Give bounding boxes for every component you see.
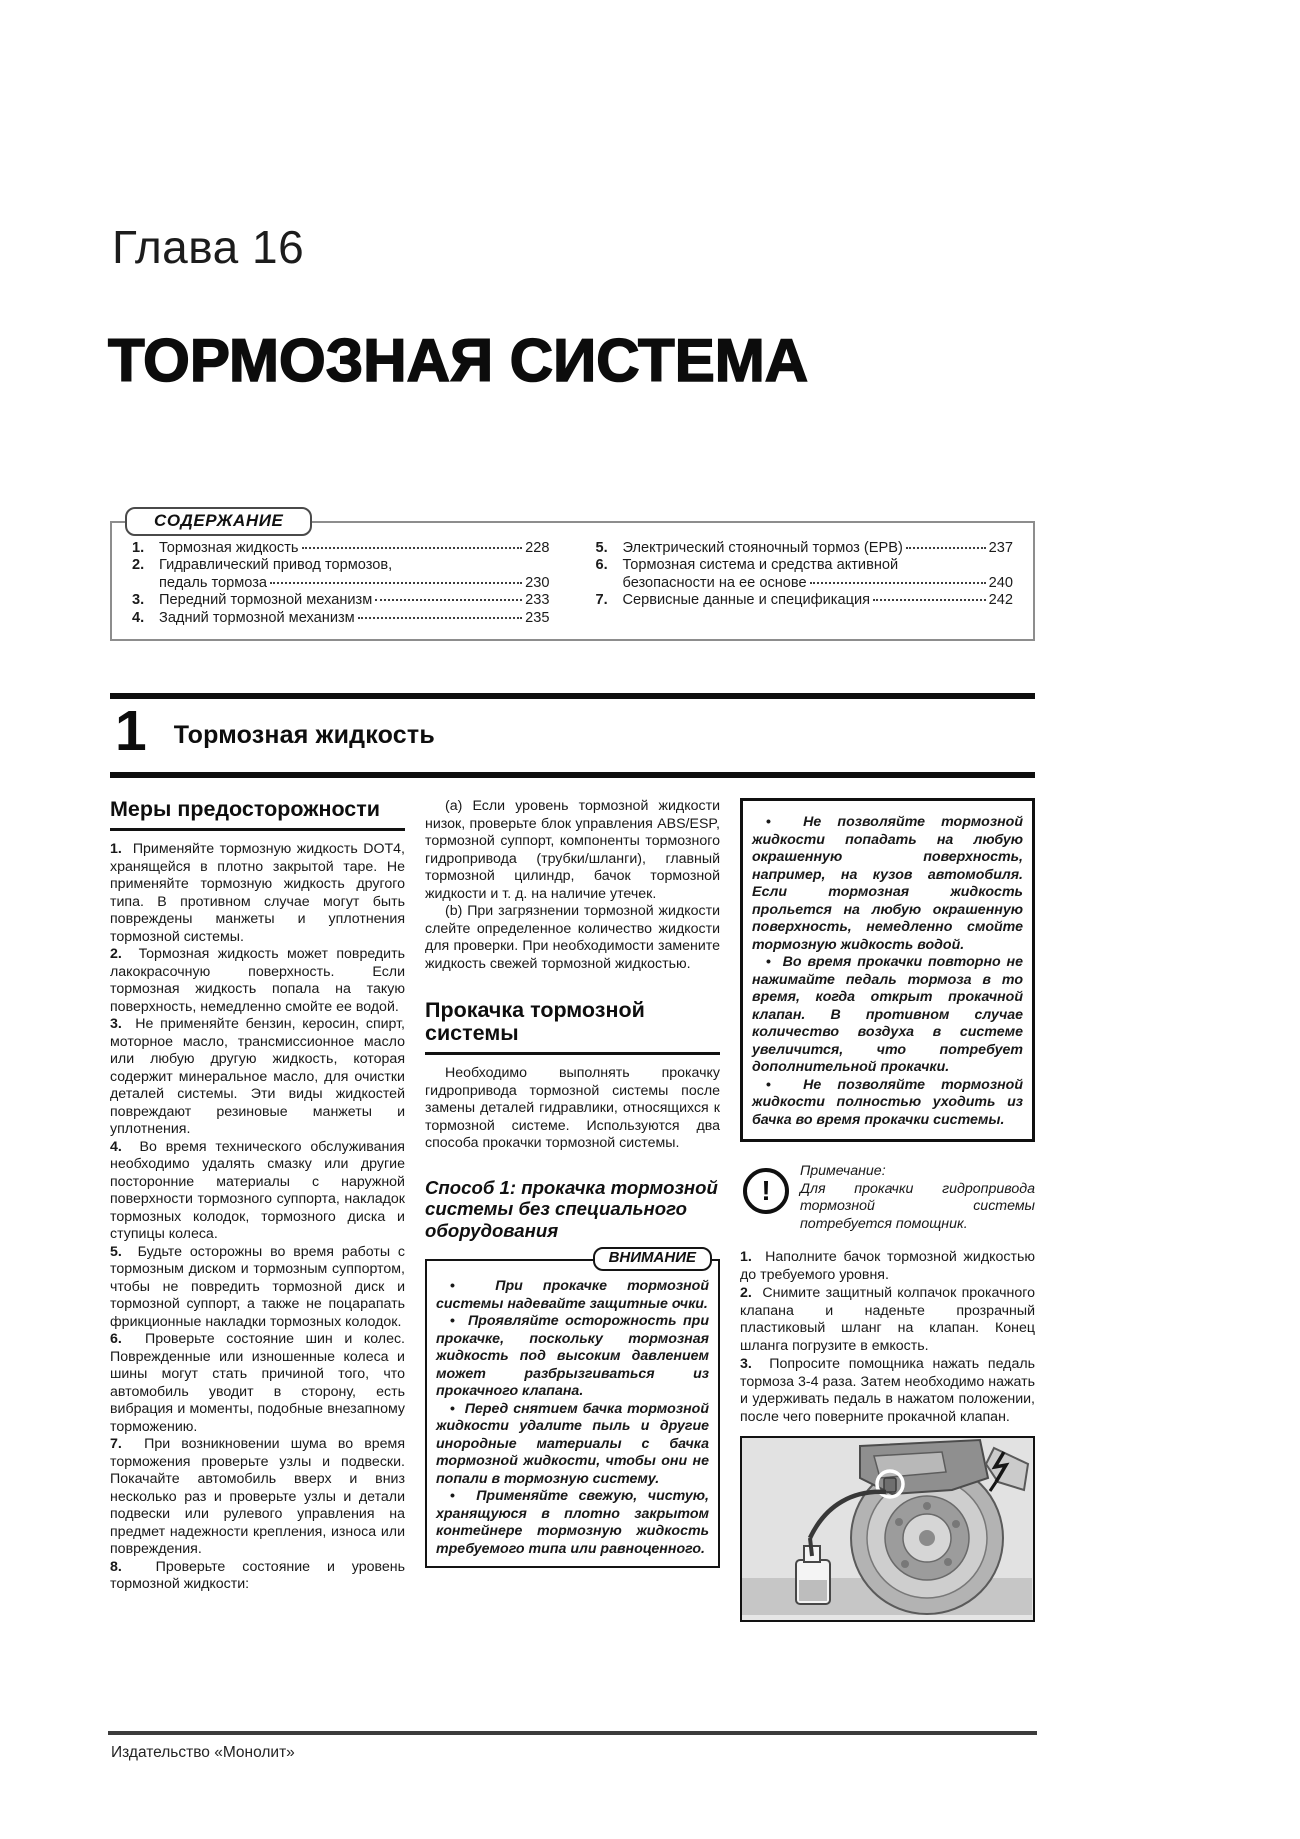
column-middle <box>425 798 720 1622</box>
dot-leader <box>358 617 522 619</box>
toc-item: 7. Сервисные данные и спецификация 242 <box>595 592 1013 609</box>
numbered-paragraph: 8. Проверьте состояние и уровень тормозной жидкости: <box>110 1558 405 1592</box>
toc-item: 1. Тормозная жидкость 228 <box>132 540 550 556</box>
toc-page-number: 230 <box>525 574 550 591</box>
bleeding-heading: Прокачка тормозной системы <box>425 999 720 1055</box>
toc-item: 4. Задний тормозной механизм 235 <box>132 609 550 626</box>
table-of-contents <box>110 511 1035 641</box>
toc-page-number: 242 <box>988 592 1013 609</box>
toc-item: педаль тормоза 230 <box>159 574 550 591</box>
body-columns <box>110 798 1035 1622</box>
toc-page-number: 237 <box>988 540 1013 556</box>
chapter-label: Глава 16 <box>112 221 305 273</box>
numbered-paragraph: 1. Применяйте тормозную жидкость DOT4, хранящейся в плотно закрытой таре. Не применяйте тормозную жидкость другого типа. В противном случае могут быть повреждены манжеты и уплотнения тормозной системы. <box>110 841 405 945</box>
bullet-icon: • <box>450 1400 455 1417</box>
bleeding-intro: Необходимо выполнять прокачку гидропривода тормозной системы после замены деталей гидравлики, относящихся к тормозной системе. Используются два способа прокачки тормозной системы. <box>425 1065 720 1151</box>
toc-tab-label: СОДЕРЖАНИЕ <box>125 507 312 536</box>
dot-leader <box>302 547 523 549</box>
numbered-paragraph: 3. Не применяйте бензин, керосин, спирт, моторное масло, трансмиссионное масло или любую другую жидкость, которая содержит минеральное масло, для очистки деталей системы. Эти виды жидкостей повреждают резиновые манжеты и уплотнения. <box>110 1016 405 1137</box>
bullet-icon: • <box>450 1278 455 1294</box>
caution-tab-label: ВНИМАНИЕ <box>593 1247 712 1271</box>
numbered-paragraph: 1. Наполните бачок тормозной жидкостью до требуемого уровня. <box>740 1249 1035 1283</box>
toc-page-number: 233 <box>525 592 550 609</box>
bullet-item: • Проявляйте осторожность при прокачке, поскольку тормозная жидкость под высоким давлением может разбрызгиваться из прокачного клапана. <box>436 1313 709 1399</box>
section-number: 1 <box>115 699 147 763</box>
page-title: ТОРМОЗНАЯ СИСТЕМА <box>108 327 809 394</box>
paragraph-a: (a) Если уровень тормозной жидкости низок, проверьте блок управления ABS/ESP, тормозной суппорт, компоненты тормозного гидропривода (трубки/шланги), главный тормозной цилиндр, бачок тормозной жидкости и т. д. на наличие утечек. <box>425 798 720 902</box>
bullet-icon: • <box>766 954 771 970</box>
toc-right-column <box>596 540 1014 627</box>
bullet-item: • Во время прокачки повторно не нажимайте педаль тормоза в то время, когда открыт прокачной клапан. В противном случае количество воздуха в системе увеличится, что потребует дополнительной прокачки. <box>752 954 1023 1075</box>
bullet-icon: • <box>450 1313 455 1329</box>
method-1-subheading: Способ 1: прокачка тормозной системы без специального оборудования <box>425 1176 718 1241</box>
bleeding-steps <box>740 1249 1035 1426</box>
dot-leader <box>810 582 986 584</box>
toc-item: 3. Передний тормозной механизм 233 <box>132 592 550 609</box>
bullet-icon: • <box>450 1488 455 1504</box>
bullet-item: • Не позволяйте тормозной жидкости попадать на любую окрашенную поверхность, например, на кузов автомобиля. Если тормозная жидкость прольется на любую окрашенную поверхность, немедленно смойте тормозную жидкость водой. <box>752 814 1023 953</box>
bullet-item: • Не позволяйте тормозной жидкости полностью уходить из бачка во время прокачки системы. <box>752 1076 1023 1128</box>
toc-item: безопасности на ее основе 240 <box>622 574 1013 591</box>
dot-leader <box>375 599 522 601</box>
toc-page-number: 235 <box>525 609 550 626</box>
bullet-icon: • <box>766 814 771 830</box>
warning-box <box>740 798 1035 1142</box>
toc-page-number: 228 <box>525 540 550 556</box>
toc-left-column <box>132 540 550 627</box>
section-title: Тормозная жидкость <box>173 721 435 749</box>
exclamation-circle-icon: ! <box>743 1168 789 1214</box>
note-text-block <box>800 1163 1035 1233</box>
toc-item: 6. Тормозная система и средства активной <box>595 557 899 574</box>
toc-item: 5. Электрический стояночный тормоз (EPB) 237 <box>595 540 1013 556</box>
publisher-footer: Издательство «Монолит» <box>111 1744 295 1761</box>
note-text: Для прокачки гидропривода тормозной системы потребуется помощник. <box>800 1180 1035 1232</box>
rule-bottom <box>110 772 1035 778</box>
bullet-item: • При прокачке тормозной системы надевайте защитные очки. <box>436 1278 709 1312</box>
caution-block <box>425 1249 720 1568</box>
paragraph-b: (b) При загрязнении тормозной жидкости слейте определенное количество жидкости для проверки. При необходимости замените жидкость свежей тормозной жидкостью. <box>425 903 720 972</box>
brake-bleeding-figure <box>740 1436 1035 1622</box>
note-block <box>740 1163 1035 1233</box>
bullet-item: • Применяйте свежую, чистую, хранящуюся в плотно закрытом контейнере тормозную жидкость требуемого типа или равноценного. <box>436 1488 709 1557</box>
caution-box <box>425 1259 720 1568</box>
brake-bleeding-illustration <box>742 1438 1032 1615</box>
numbered-paragraph: 6. Проверьте состояние шин и колес. Поврежденные или изношенные колеса и шины могут стать причиной того, что автомобиль уводит в сторону, есть вибрация и моменты, подобные внезапному торможению. <box>110 1331 405 1435</box>
note-label: Примечание: <box>800 1163 886 1179</box>
toc-box <box>110 521 1035 641</box>
numbered-paragraph: 5. Будьте осторожны во время работы с тормозным диском и тормозным суппортом, чтобы не повредить тормозной диск и тормозной суппорт, а также не поцарапать фрикционные накладки тормозных колодок. <box>110 1243 405 1330</box>
numbered-paragraph: 7. При возникновении шума во время торможения проверьте узлы и подвески. Покачайте автомобиль вверх и вниз несколько раз и проверьте узлы и детали подвески или рулевого управления на предмет надежности крепления, износа или повреждения. <box>110 1436 405 1557</box>
dot-leader <box>873 599 986 601</box>
numbered-paragraph: 2. Тормозная жидкость может повредить лакокрасочную поверхность. Если тормозная жидкость попала на такую поверхность, немедленно смойте ее водой. <box>110 946 406 1015</box>
column-left <box>110 798 405 1622</box>
bullet-icon: • <box>766 1076 771 1093</box>
precautions-list <box>110 841 405 1594</box>
numbered-paragraph: 2. Снимите защитный колпачок прокачного клапана и наденьте прозрачный пластиковый шланг на клапан. Конец шланга погрузите в емкость. <box>740 1285 1035 1354</box>
bullet-item: • Перед снятием бачка тормозной жидкости удалите пыль и другие инородные материалы с бачка тормозной жидкости, чтобы они не попали в тормозную систему. <box>436 1400 709 1487</box>
precautions-heading: Меры предосторожности <box>110 798 405 831</box>
dot-leader <box>270 582 522 584</box>
toc-page-number: 240 <box>988 574 1013 591</box>
section-heading-band <box>110 693 1035 778</box>
dot-leader <box>906 547 986 549</box>
numbered-paragraph: 3. Попросите помощника нажать педаль тормоза 3-4 раза. Затем необходимо нажать и удерживать педаль в нажатом положении, после чего поверните прокачной клапан. <box>740 1356 1036 1425</box>
numbered-paragraph: 4. Во время технического обслуживания необходимо удалять смазку или другие посторонние материалы с наружной поверхности тормозного суппорта, накладок тормозных колодок, тормозного диска и ступицы колеса. <box>110 1138 405 1242</box>
toc-item: 2. Гидравлический привод тормозов, <box>132 557 393 574</box>
footer-rule <box>108 1731 1037 1735</box>
column-right <box>740 798 1035 1622</box>
